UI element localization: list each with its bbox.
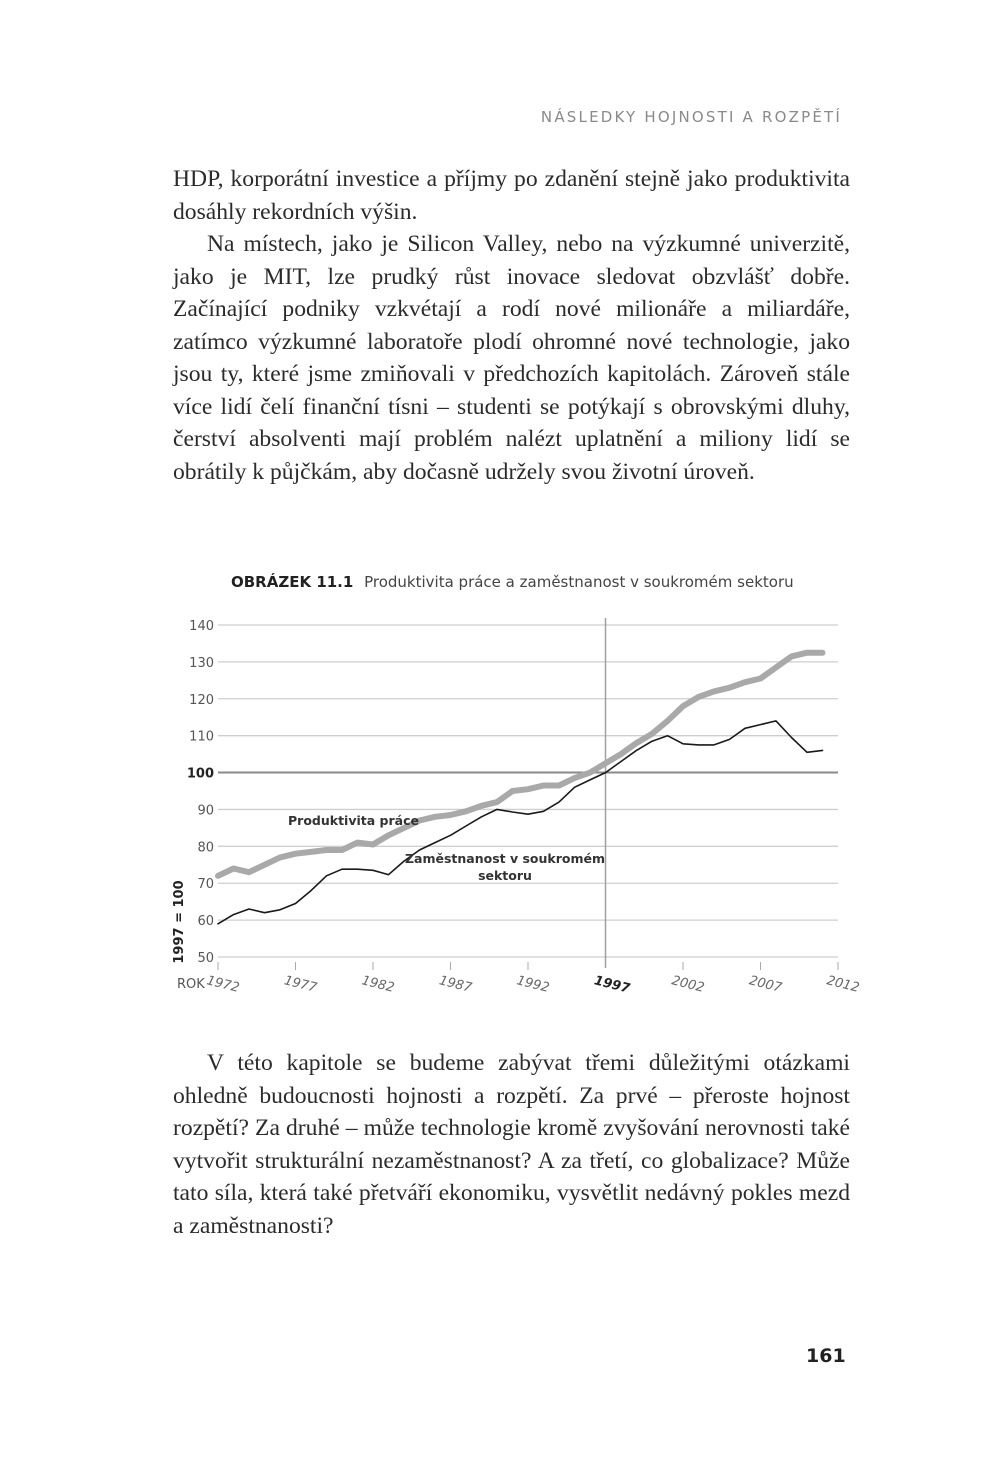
y-tick-label: 60: [197, 914, 214, 930]
paragraph: Na místech, jako je Silicon Valley, nebo na výzkumné univerzitě, jako je MIT, lze prudký růst inovace sledovat obzvlášť dobře. Začínající podniky vzkvétají a rodí nové milionáře a miliardáře, zatímco výzkumné laboratoře plodí ohromné nové technologie, jako jsou ty, které jsme zmiňovali v předchozích kapitolách. Zároveň stále více lidí čelí finanční tísni – studenti se potýkají s obrovskými dluhy, čerství absolventi mají problém nalézt uplatnění a miliony lidí se obrátily k půjčkám, aby dočasně udržely svou životní úroveň.: [173, 231, 850, 485]
y-tick-label: 70: [197, 877, 214, 893]
figure-title: Produktivita práce a zaměstnanost v soukromém sektoru: [364, 573, 794, 591]
x-tick-label: 1982: [360, 973, 396, 996]
series-label-productivity: Produktivita práce: [288, 813, 419, 828]
y-tick-label: 120: [189, 692, 214, 708]
y-tick-label: 110: [189, 729, 214, 745]
series-label-employment-line2: sektoru: [478, 868, 532, 883]
y-axis-ticks: [187, 619, 214, 966]
productivity-line: [218, 653, 823, 876]
x-tick-label: 2007: [747, 973, 784, 996]
series-label-employment: Zaměstnanost v soukromém: [404, 851, 606, 866]
y-axis-label: 1997 = 100: [172, 880, 187, 964]
figure-caption: [231, 573, 794, 591]
paragraph: V této kapitole se budeme zabývat třemi důležitými otázkami ohledně budoucnosti hojnosti a rozpětí. Za prvé – přeroste hojnost rozpětí? Za druhé – může technologie kromě zvyšování nerovnosti také vytvořit strukturální nezaměstnanost? A za třetí, co globalizace? Může tato síla, která také přetváří ekonomiku, vysvětlit nedávný pokles mezd a zaměstnanosti?: [173, 1050, 850, 1239]
y-tick-label: 100: [186, 766, 214, 782]
y-tick-label: 50: [197, 951, 214, 966]
figure-number: OBRÁZEK 11.1: [231, 573, 354, 591]
body-text-top: [173, 163, 850, 488]
y-tick-label: 130: [189, 655, 214, 671]
chart-gridlines: [218, 625, 838, 957]
page-number: 161: [806, 1345, 846, 1367]
x-axis-label: ROK: [177, 977, 205, 992]
y-tick-label: 140: [189, 619, 214, 634]
body-text-bottom: [173, 1047, 850, 1242]
running-head: NÁSLEDKY HOJNOSTI A ROZPĚTÍ: [540, 108, 842, 126]
x-axis-ticks: [205, 962, 861, 997]
x-tick-label: 2002: [670, 973, 706, 996]
employment-line: [218, 721, 823, 924]
y-tick-label: 90: [197, 803, 214, 819]
x-tick-label: 1992: [515, 973, 551, 996]
x-tick-label: 1987: [437, 973, 474, 996]
x-tick-label: 1977: [282, 973, 319, 996]
paragraph: HDP, korporátní investice a příjmy po zdanění stejně jako produktivita dosáhly rekordních výšin.: [173, 166, 850, 225]
x-tick-label: 1972: [205, 973, 241, 996]
x-tick-label: 2012: [825, 973, 861, 996]
chart-series: [218, 653, 823, 924]
y-tick-label: 80: [197, 840, 214, 856]
x-tick-label: 1997: [592, 973, 632, 997]
